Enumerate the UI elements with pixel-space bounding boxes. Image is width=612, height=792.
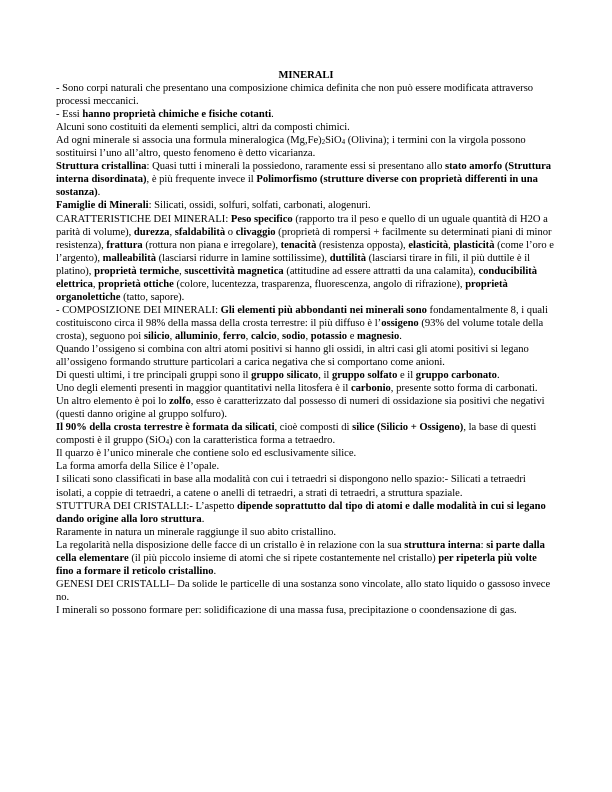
paragraph	[56, 539, 556, 578]
paragraph	[56, 500, 556, 526]
text-run: : Silicati, ossidi, solfuri, solfati, carbonati, alogenuri.	[148, 200, 371, 212]
paragraph	[56, 421, 556, 447]
bold-text: struttura interna	[404, 539, 481, 551]
subscript-text: 4	[165, 438, 170, 447]
paragraph	[56, 108, 556, 121]
text-run: (proprietà di rompersi + facilmente su determinati piani di minor resistenza),	[56, 226, 552, 251]
text-run: , presente sotto forma di carbonati.	[390, 383, 538, 395]
bold-text: ferro	[223, 330, 246, 342]
bold-text: proprietà ottiche	[98, 278, 174, 290]
bold-text: silice (Silicio + Ossigeno)	[352, 422, 464, 434]
text-run: .	[201, 513, 205, 525]
bold-text: proprietà termiche	[94, 265, 180, 277]
text-run: fondamentalmente 8, i quali costituiscono circa il 98% della massa della crosta terrestre: il più diffuso è l’	[56, 304, 548, 329]
text-run: ,	[92, 278, 99, 290]
text-run: (il più piccolo insieme di atomi che si ripete costantemente nel cristallo)	[128, 552, 439, 564]
text-run: ,	[276, 330, 282, 342]
text-run: , esso è caratterizzato dal possesso di numeri di ossidazione sia positivi che negativi (questi danno origine al gruppo solfuro).	[56, 396, 545, 421]
text-run: Di questi ultimi, i tre principali gruppi sono il	[56, 370, 252, 382]
text-run: Raramente in natura un minerale raggiunge il suo abito cristallino.	[56, 526, 336, 538]
text-run: ,	[217, 330, 224, 342]
bold-text: clivaggio	[235, 226, 276, 238]
bold-text: durezza	[133, 226, 170, 238]
paragraph	[56, 82, 556, 108]
text-run: (attitudine ad essere attratti da una calamita),	[283, 265, 479, 277]
text-run: (rapporto tra il peso e quello di un uguale quantità di H2O a parità di volume),	[56, 213, 548, 238]
text-run: GENESI DEI CRISTALLI– Da solide le particelle di una sostanza sono vincolate, allo stato liquido o gassoso invece no.	[56, 578, 551, 603]
text-run: (resistenza opposta),	[316, 239, 409, 251]
text-run: CARATTERISTICHE DEI MINERALI:	[56, 213, 231, 225]
subscript-text: 2	[321, 138, 326, 147]
paragraph	[56, 604, 556, 617]
document-body	[56, 82, 556, 617]
text-run: (rottura non piana e irregolare),	[142, 239, 281, 251]
text-run: .	[213, 565, 217, 577]
bold-text: hanno proprietà chimiche e fisiche cotanti	[82, 109, 272, 121]
bold-text: proprietà organolettiche	[56, 278, 508, 303]
text-run: e il	[397, 370, 416, 382]
text-run: ,	[448, 239, 454, 251]
document-title: MINERALI	[278, 70, 334, 81]
bold-text: carbonio	[350, 383, 391, 395]
bold-text: ossigeno	[381, 317, 419, 329]
paragraph	[56, 460, 556, 473]
text-run: (93% del volume totale della crosta), seguono poi	[56, 317, 544, 342]
bold-text: magnesio	[357, 330, 400, 342]
text-run: (come l’oro e l’argento),	[56, 239, 554, 264]
text-run: ,	[305, 330, 311, 342]
text-run: : Quasi tutti i minerali la possiedono, raramente essi si presentano allo	[146, 161, 445, 173]
text-run: (lasciarsi ridurre in lamine sottilissime),	[156, 252, 330, 264]
paragraph	[56, 134, 556, 160]
text-run: STUTTURA DEI CRISTALLI:- L’aspetto	[56, 500, 237, 512]
text-run: (colore, lucentezza, trasparenza, fluorescenza, angolo di rifrazione),	[173, 278, 466, 290]
paragraph	[56, 343, 556, 369]
bold-text: Struttura cristallina	[56, 161, 147, 173]
paragraph	[56, 578, 556, 604]
bold-text: gruppo silicato	[251, 370, 319, 382]
text-run: , il	[318, 370, 332, 382]
bold-text: conducibilità elettrica	[56, 265, 538, 290]
text-run: SiO	[325, 135, 342, 147]
bold-text: dipende soprattutto dal tipo di atomi e dalle modalità in cui si legano dando origine alla loro struttura	[56, 500, 546, 525]
bold-text: si parte dalla cella elementare	[56, 539, 545, 564]
paragraph	[56, 382, 556, 395]
bold-text: plasticità	[453, 239, 495, 251]
bold-text: Polimorfismo (strutture diverse con proprietà differenti in una sostanza)	[56, 174, 538, 199]
text-run: ,	[179, 265, 185, 277]
bold-text: Il 90% della crosta terrestre è formata da silicati	[56, 422, 275, 434]
paragraph	[56, 369, 556, 382]
bold-text: sfaldabilità	[174, 226, 226, 238]
text-run: ,	[169, 330, 175, 342]
text-run: ,	[245, 330, 251, 342]
text-run: (tatto, sapore).	[120, 291, 185, 303]
text-run: .	[496, 370, 500, 382]
bold-text: zolfo	[169, 396, 191, 408]
text-run: e	[347, 330, 358, 342]
text-run: Uno degli elementi presenti in maggior quantitativi nella litosfera è il	[56, 383, 351, 395]
subscript-text: 4	[341, 138, 346, 147]
text-run: Il quarzo è l’unico minerale che contiene solo ed esclusivamente silice.	[56, 448, 357, 460]
bold-text: potassio	[310, 330, 348, 342]
bold-text: duttilità	[329, 252, 367, 264]
bold-text: Famiglie di Minerali	[56, 200, 149, 212]
text-run: La forma amorfa della Silice è l’opale.	[56, 461, 220, 473]
text-run: ) con la caratteristica forma a tetraedro.	[169, 435, 336, 447]
text-run: , è più frequente invece il	[146, 174, 257, 186]
text-run: Ad ogni minerale si associa una formula mineralogica (Mg,Fe)	[56, 135, 322, 147]
paragraph	[56, 213, 556, 304]
bold-text: silicio	[143, 330, 170, 342]
text-run: :	[480, 539, 487, 551]
text-run: (lasciarsi tirare in fili, il più duttile è il platino),	[56, 252, 531, 277]
text-run: , cioè composti di	[274, 422, 353, 434]
text-run: La regolarità nella disposizione delle facce di un cristallo è in relazione con la sua	[56, 539, 405, 551]
text-run: .	[271, 109, 274, 121]
text-run: (Olivina); i termini con la virgola possono sostituirsi l’uno all’altro, questo fenomeno è detto vicarianza.	[56, 135, 526, 160]
paragraph	[56, 199, 556, 212]
text-run: ,	[169, 226, 175, 238]
document-page	[56, 69, 556, 617]
text-run: Un altro elemento è poi lo	[56, 396, 170, 408]
text-run: Alcuni sono costituiti da elementi semplici, altri da composti chimici.	[56, 122, 350, 134]
text-run: I minerali so possono formare per: solidificazione di una massa fusa, precipitazione o coondensazione di gas.	[56, 604, 517, 616]
bold-text: suscettività magnetica	[184, 265, 284, 277]
bold-text: sodio	[282, 330, 306, 342]
paragraph	[56, 395, 556, 421]
bold-text: frattura	[106, 239, 143, 251]
text-run: - COMPOSIZIONE DEI MINERALI:	[56, 304, 221, 316]
text-run: .	[399, 330, 402, 342]
bold-text: Gli elementi più abbondanti nei minerali sono	[220, 304, 427, 316]
bold-text: calcio	[250, 330, 277, 342]
text-run: Quando l’ossigeno si combina con altri atomi positivi si hanno gli ossidi, in altri casi gli atomi positivi si legano all’ossigeno formando strutture particolari a carica negativa che si comportano come anioni.	[56, 343, 529, 369]
paragraph	[56, 160, 556, 199]
bold-text: gruppo solfato	[332, 370, 398, 382]
text-run: .	[97, 187, 101, 199]
bold-text: malleabilità	[102, 252, 156, 264]
bold-text: gruppo carbonato	[415, 370, 497, 382]
paragraph	[56, 304, 556, 343]
text-run: - Essi	[56, 109, 83, 121]
text-run: - Sono corpi naturali che presentano una composizione chimica definita che non può essere modificata attraverso processi meccanici.	[56, 83, 534, 108]
paragraph	[56, 473, 556, 499]
bold-text: Peso specifico	[230, 213, 293, 225]
bold-text: per ripeterla più volte fino a formare il reticolo cristallino	[56, 552, 537, 577]
bold-text: tenacità	[280, 239, 317, 251]
paragraph	[56, 447, 556, 460]
bold-text: elasticità	[408, 239, 449, 251]
text-run: o	[225, 226, 236, 238]
text-run: , la base di questi composti è il gruppo (SiO	[56, 422, 537, 447]
bold-text: alluminio	[174, 330, 218, 342]
paragraph	[56, 526, 556, 539]
bold-text: stato amorfo (Struttura interna disordinata)	[56, 161, 552, 186]
text-run: I silicati sono classificati in base alla modalità con cui i tetraedri si dispongono nello spazio:- Silicati a tetraedri isolati, a coppie di tetraedri, a catene o anelli di tetraedri, a strati di tetraedri, a struttura spaziale.	[56, 474, 526, 499]
paragraph	[56, 121, 556, 134]
